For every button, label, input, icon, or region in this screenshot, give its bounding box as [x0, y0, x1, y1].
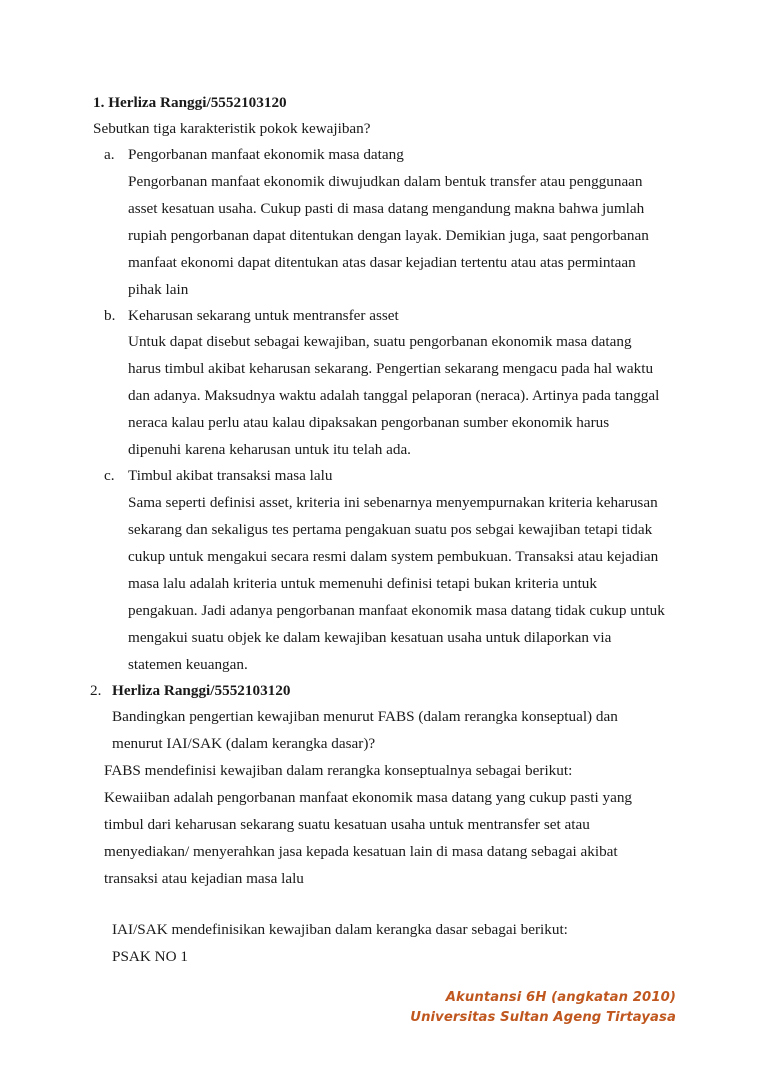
item-a-line: rupiah pengorbanan dapat ditentukan dengan layak. Demikian juga, saat pengorbanan: [128, 227, 649, 244]
item-a-line: asset kesatuan usaha. Cukup pasti di masa datang mengandung makna bahwa jumlah: [128, 200, 645, 217]
item-c-line: cukup untuk mengakui secara resmi dalam system pembukuan. Transaksi atau kejadian: [128, 548, 659, 565]
item-b-line: dan adanya. Maksudnya waktu adalah tanggal pelaporan (neraca). Artinya pada tanggal: [128, 387, 660, 404]
section2-question-line: Bandingkan pengertian kewajiban menurut FABS (dalam rerangka konseptual) dan: [112, 708, 618, 725]
footer-university: Universitas Sultan Ageng Tirtayasa: [410, 1010, 676, 1025]
item-a-title: Pengorbanan manfaat ekonomik masa datang: [128, 146, 404, 163]
fabs-line: transaksi atau kejadian masa lalu: [104, 870, 304, 887]
item-b-title: Keharusan sekarang untuk mentransfer asset: [128, 307, 399, 324]
item-b-line: neraca kalau perlu atau kalau dipaksakan pengorbanan sumber ekonomik harus: [128, 414, 610, 431]
section1-heading: 1. Herliza Ranggi/5552103120: [93, 94, 287, 111]
item-c-line: sekarang dan sekaligus tes pertama pengakuan suatu pos sebgai kewajiban tetapi tidak: [128, 521, 653, 538]
section2-number: 2.: [90, 682, 102, 699]
fabs-line: menyediakan/ menyerahkan jasa kepada kesatuan lain di masa datang sebagai akibat: [104, 843, 618, 860]
item-c-marker: c.: [104, 467, 115, 484]
footer-course: Akuntansi 6H (angkatan 2010): [445, 990, 676, 1005]
item-c-line: mengakui suatu objek ke dalam kewajiban kesatuan usaha untuk dilaporkan via: [128, 629, 612, 646]
item-c-line: masa lalu adalah kriteria untuk memenuhi definisi tetapi bukan kriteria untuk: [128, 575, 597, 592]
item-a-line: manfaat ekonomi dapat ditentukan atas dasar kejadian tertentu atau atas permintaan: [128, 254, 636, 271]
section2-question-line: menurut IAI/SAK (dalam kerangka dasar)?: [112, 735, 376, 752]
item-b-line: harus timbul akibat keharusan sekarang. Pengertian sekarang mengacu pada hal waktu: [128, 360, 654, 377]
item-b-marker: b.: [104, 307, 116, 324]
item-c-line: Sama seperti definisi asset, kriteria ini sebenarnya menyempurnakan kriteria keharusan: [128, 494, 658, 511]
item-c-line: statemen keuangan.: [128, 656, 248, 673]
fabs-line: FABS mendefinisi kewajiban dalam rerangka konseptualnya sebagai berikut:: [104, 762, 573, 779]
item-b-line: dipenuhi karena keharusan untuk itu telah ada.: [128, 441, 411, 458]
fabs-line: Kewaiiban adalah pengorbanan manfaat ekonomik masa datang yang cukup pasti yang: [104, 789, 633, 806]
fabs-line: timbul dari keharusan sekarang suatu kesatuan usaha untuk mentransfer set atau: [104, 816, 590, 833]
section2-heading: Herliza Ranggi/5552103120: [112, 682, 291, 699]
item-a-line: Pengorbanan manfaat ekonomik diwujudkan dalam bentuk transfer atau penggunaan: [128, 173, 643, 190]
item-a-marker: a.: [104, 146, 115, 163]
item-b-line: Untuk dapat disebut sebagai kewajiban, suatu pengorbanan ekonomik masa datang: [128, 333, 632, 350]
item-a-line: pihak lain: [128, 281, 189, 298]
iai-line: PSAK NO 1: [112, 948, 188, 965]
iai-line: IAI/SAK mendefinisikan kewajiban dalam kerangka dasar sebagai berikut:: [112, 921, 568, 938]
section1-question: Sebutkan tiga karakteristik pokok kewajiban?: [93, 120, 371, 137]
item-c-title: Timbul akibat transaksi masa lalu: [128, 467, 333, 484]
item-c-line: pengakuan. Jadi adanya pengorbanan manfaat ekonomik masa datang tidak cukup untuk: [128, 602, 665, 619]
